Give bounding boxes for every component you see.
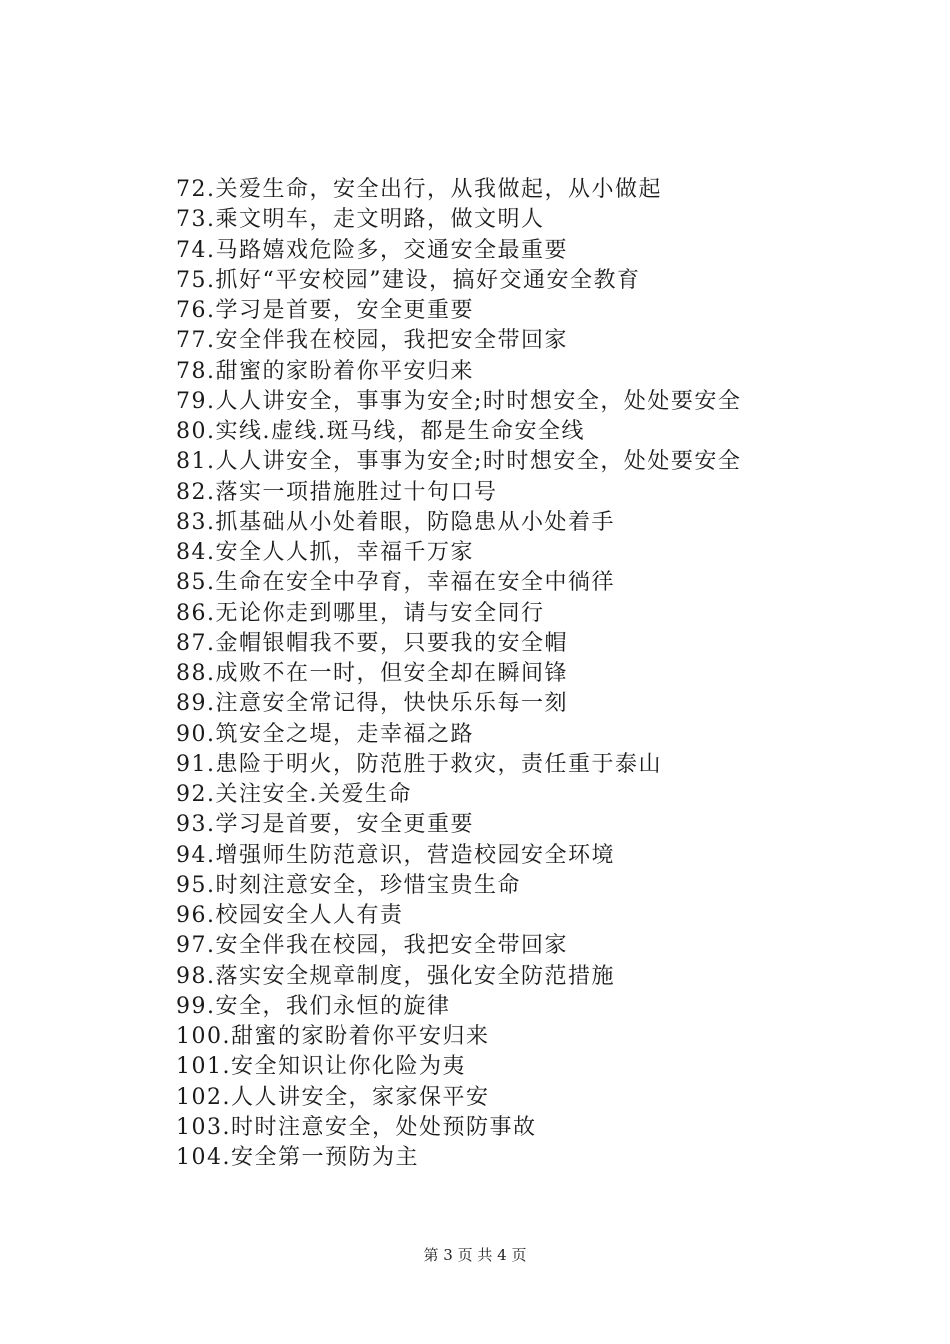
list-item: 73.乘文明车，走文明路，做文明人: [176, 207, 545, 233]
slogan-list: [176, 175, 741, 1173]
list-item: 82.落实一项措施胜过十句口号: [176, 479, 498, 505]
list-item: 87.金帽银帽我不要，只要我的安全帽: [176, 630, 568, 656]
list-item: 95.时刻注意安全，珍惜宝贵生命: [176, 872, 521, 898]
list-item: 99.安全，我们永恒的旋律: [176, 993, 451, 1019]
list-item: 92.关注安全.关爱生命: [176, 782, 412, 807]
list-item: 88.成败不在一时，但安全却在瞬间锋: [176, 661, 568, 686]
list-item: 84.安全人人抓，幸福千万家: [176, 540, 474, 565]
list-item: 74.马路嬉戏危险多，交通安全最重要: [176, 237, 568, 263]
list-item: 78.甜蜜的家盼着你平安归来: [176, 358, 474, 384]
list-item: 80.实线.虚线.斑马线，都是生命安全线: [176, 419, 585, 444]
list-item: 85.生命在安全中孕育，幸福在安全中徜徉: [176, 570, 615, 596]
list-item: 101.安全知识让你化险为夷: [176, 1054, 466, 1080]
list-item: 75.抓好“平安校园”建设，搞好交通安全教育: [176, 267, 641, 293]
list-item: 102.人人讲安全，家家保平安: [176, 1084, 490, 1110]
list-item: 77.安全伴我在校园，我把安全带回家: [176, 328, 568, 354]
list-item: 97.安全伴我在校园，我把安全带回家: [176, 933, 568, 959]
list-item: 81.人人讲安全，事事为安全;时时想安全，处处要安全: [176, 449, 742, 475]
list-item: 76.学习是首要，安全更重要: [176, 298, 474, 323]
page-footer: 第 3 页 共 4 页: [423, 1246, 527, 1264]
list-item: 72.关爱生命，安全出行，从我做起，从小做起: [176, 177, 662, 202]
list-item: 86.无论你走到哪里，请与安全同行: [176, 600, 545, 626]
list-item: 89.注意安全常记得，快快乐乐每一刻: [176, 691, 568, 717]
list-item: 100.甜蜜的家盼着你平安归来: [176, 1024, 490, 1049]
list-item: 94.增强师生防范意识，营造校园安全环境: [176, 842, 615, 868]
list-item: 91.患险于明火，防范胜于救灾，责任重于泰山: [176, 751, 662, 777]
list-item: 83.抓基础从小处着眼，防隐患从小处着手: [176, 509, 615, 535]
list-item: 98.落实安全规章制度，强化安全防范措施: [176, 963, 615, 989]
list-item: 90.筑安全之堤，走幸福之路: [176, 721, 474, 747]
list-item: 79.人人讲安全，事事为安全;时时想安全，处处要安全: [176, 388, 742, 414]
list-item: 93.学习是首要，安全更重要: [176, 812, 474, 838]
list-item: 96.校园安全人人有责: [176, 903, 404, 928]
list-item: 103.时时注意安全，处处预防事故: [176, 1114, 537, 1140]
list-item: 104.安全第一预防为主: [176, 1145, 419, 1170]
